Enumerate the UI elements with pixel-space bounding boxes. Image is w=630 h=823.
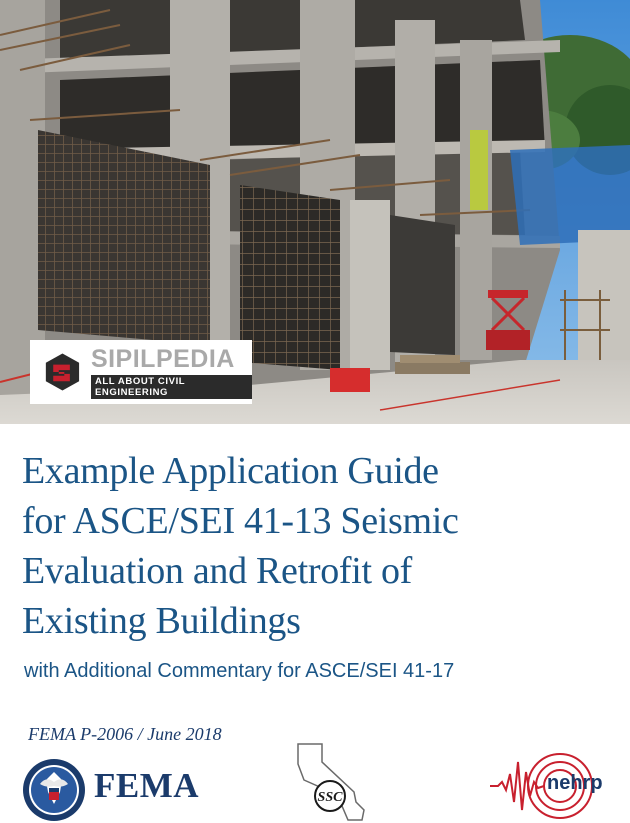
- watermark-brand: SIPILPEDIA: [90, 344, 235, 373]
- title-line: Existing Buildings: [22, 600, 301, 642]
- sipilpedia-watermark: [30, 340, 252, 404]
- title-line: Evaluation and Retrofit of: [22, 550, 413, 592]
- sipilpedia-logo-icon: [44, 350, 81, 394]
- document-subtitle: with Additional Commentary for ASCE/SEI 41-17: [24, 660, 455, 682]
- fema-wordmark: FEMA: [94, 766, 200, 805]
- title-line: Example Application Guide: [22, 450, 439, 492]
- document-title: [22, 446, 622, 646]
- dhs-seal-icon: [22, 758, 86, 822]
- nehrp-wordmark: nehrp: [547, 772, 603, 794]
- ssc-lettering: SSC: [317, 790, 343, 805]
- watermark-tagline: ALL ABOUT CIVIL ENGINEERING: [91, 375, 252, 399]
- seismic-safety-commission-logo-icon: [292, 740, 374, 823]
- publication-info: FEMA P-2006 / June 2018: [28, 724, 222, 744]
- title-line: for ASCE/SEI 41-13 Seismic: [22, 500, 459, 542]
